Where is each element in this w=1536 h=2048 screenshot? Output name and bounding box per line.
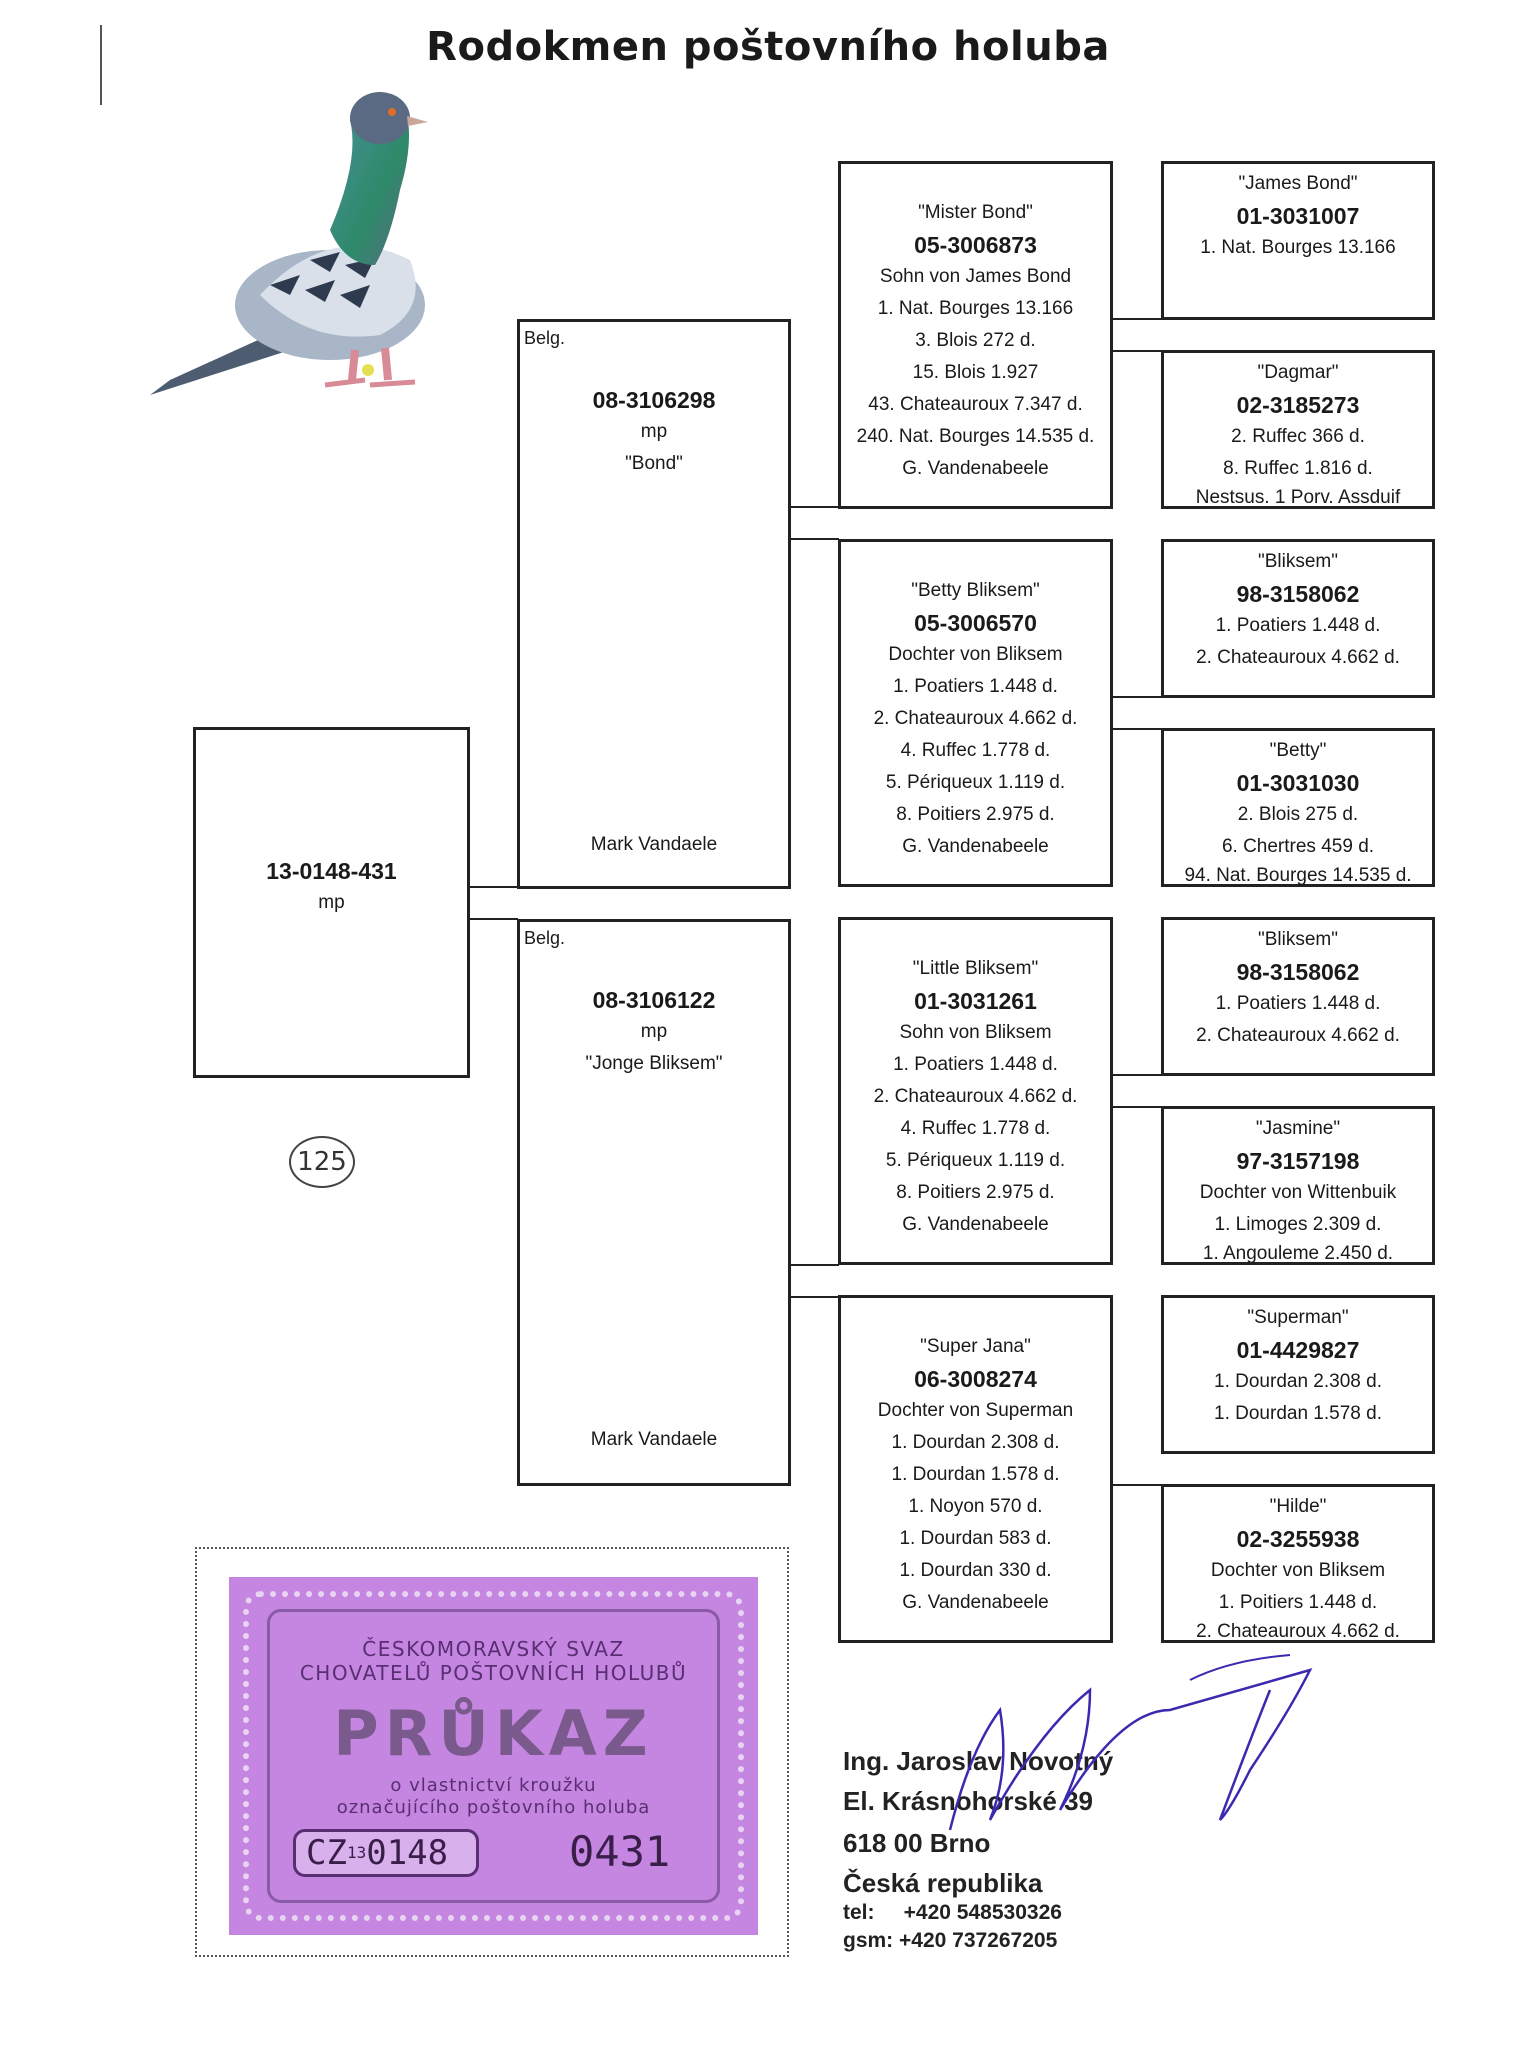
pigeon-detail: 94. Nat. Bourges 14.535 d. (1184, 865, 1412, 886)
pigeon-detail: G. Vandenabeele (902, 1214, 1049, 1235)
pigeon-detail: 2. Chateauroux 4.662 d. (1196, 1025, 1400, 1046)
owner-country: Česká republika (843, 1868, 1043, 1898)
pigeon-ring: 06-3008274 (914, 1366, 1037, 1392)
father-breeder: Mark Vandaele (590, 834, 718, 855)
pigeon-name: "Little Bliksem" (912, 958, 1039, 979)
pigeon-ring: 01-4429827 (1236, 1337, 1360, 1363)
card-country: CZ (306, 1833, 347, 1873)
card-org-line1: ČESKOMORAVSKÝ SVAZ (362, 1637, 625, 1661)
connector-line (791, 506, 839, 508)
pigeon-detail: 1. Poatiers 1.448 d. (1215, 993, 1381, 1014)
pigeon-ring: 97-3157198 (1236, 1148, 1360, 1174)
pigeon-name: "Superman" (1247, 1307, 1349, 1328)
great-grandparent-box (1161, 1295, 1435, 1454)
pigeon-detail: 1. Dourdan 1.578 d. (891, 1464, 1060, 1485)
mother-sex: mp (640, 1021, 668, 1042)
mother-name: "Jonge Bliksem" (585, 1053, 723, 1074)
connector-line (470, 918, 518, 920)
pigeon-detail: Dochter von Bliksem (888, 644, 1063, 665)
father-ring: 08-3106298 (592, 387, 716, 413)
owner-city: 618 00 Brno (843, 1828, 991, 1858)
pigeon-detail: 1. Dourdan 2.308 d. (891, 1432, 1060, 1453)
pigeon-detail: Nestsus. 1 Porv. Assduif (1195, 487, 1401, 508)
pigeon-detail: 1. Dourdan 1.578 d. (1214, 1403, 1382, 1424)
connector-line (1113, 696, 1162, 698)
pigeon-name: "Betty" (1269, 740, 1327, 761)
pigeon-detail: Dochter von Superman (877, 1400, 1074, 1421)
card-sub-line2: označujícího poštovního holuba (336, 1797, 651, 1818)
pigeon-detail: 8. Ruffec 1.816 d. (1223, 458, 1373, 479)
pigeon-detail: G. Vandenabeele (902, 1592, 1049, 1613)
pigeon-detail: Dochter von Wittenbuik (1199, 1182, 1397, 1203)
subject-box (193, 727, 470, 1078)
mother-country: Belg. (524, 928, 566, 948)
card-ring-part1: 0148 (366, 1833, 449, 1873)
mother-box (517, 919, 791, 1486)
pigeon-detail: 240. Nat. Bourges 14.535 d. (856, 426, 1095, 447)
great-grandparent-box (1161, 1106, 1435, 1265)
pigeon-detail: 1. Poatiers 1.448 d. (1215, 615, 1381, 636)
owner-tel: tel: +420 548530326 (843, 1901, 1062, 1924)
grandparent-box (838, 917, 1113, 1265)
pigeon-name: "Hilde" (1269, 1496, 1327, 1517)
pigeon-detail: 1. Poitiers 1.448 d. (1218, 1592, 1378, 1613)
punch-mark (100, 25, 102, 105)
card-ring-part2: 0431 (569, 1827, 671, 1876)
pigeon-ring: 01-3031007 (1236, 203, 1360, 229)
father-country: Belg. (524, 328, 566, 348)
pigeon-detail: 5. Périqueux 1.119 d. (885, 1150, 1066, 1171)
pigeon-detail: 1. Noyon 570 d. (908, 1496, 1043, 1517)
card-heading: PRŮKAZ (333, 1697, 654, 1770)
pigeon-detail: Dochter von Bliksem (1210, 1560, 1386, 1581)
father-box (517, 319, 791, 889)
pigeon-ring: 98-3158062 (1236, 581, 1360, 607)
pigeon-detail: Sohn von James Bond (879, 266, 1072, 287)
pigeon-detail: 2. Chateauroux 4.662 d. (873, 708, 1078, 729)
great-grandparent-box (1161, 539, 1435, 698)
owner-name: Ing. Jaroslav Novotný (843, 1746, 1114, 1776)
pigeon-image (130, 80, 490, 420)
pigeon-detail: 15. Blois 1.927 (912, 362, 1039, 383)
great-grandparent-box (1161, 917, 1435, 1076)
owner-gsm: gsm: +420 737267205 (843, 1929, 1058, 1952)
owner-street: El. Krásnohorské 39 (843, 1786, 1093, 1816)
connector-line (1113, 1484, 1162, 1486)
pigeon-name: "James Bond" (1238, 173, 1358, 194)
pigeon-name: "Mister Bond" (918, 202, 1033, 223)
handwritten-number: 125 (289, 1136, 355, 1188)
pigeon-detail: 4. Ruffec 1.778 d. (900, 740, 1051, 761)
pigeon-ring: 05-3006873 (914, 232, 1037, 258)
pigeon-ring: 02-3255938 (1236, 1526, 1360, 1552)
pigeon-detail: 3. Blois 272 d. (915, 330, 1036, 351)
pigeon-detail: 1. Poatiers 1.448 d. (893, 1054, 1058, 1075)
connector-line (791, 1264, 839, 1266)
grandparent-box (838, 539, 1113, 887)
great-grandparent-box (1161, 728, 1435, 887)
pigeon-ring: 01-3031030 (1236, 770, 1360, 796)
pigeon-name: "Bliksem" (1258, 551, 1338, 572)
pigeon-detail: 2. Blois 275 d. (1237, 804, 1359, 825)
pigeon-detail: 2. Chateauroux 4.662 d. (1196, 647, 1400, 668)
pigeon-detail: 1. Dourdan 583 d. (899, 1528, 1052, 1549)
ring-ownership-card (229, 1577, 758, 1935)
pigeon-detail: 6. Chertres 459 d. (1221, 836, 1375, 857)
signature (890, 1650, 1350, 1840)
pigeon-detail: 1. Poatiers 1.448 d. (893, 676, 1058, 697)
connector-line (470, 886, 518, 888)
card-year: 13 (346, 1843, 367, 1862)
connector-line (1113, 1106, 1162, 1108)
pigeon-detail: 1. Dourdan 330 d. (899, 1560, 1052, 1581)
pigeon-detail: 1. Dourdan 2.308 d. (1214, 1371, 1382, 1392)
pigeon-detail: Sohn von Bliksem (899, 1022, 1052, 1043)
connector-line (791, 538, 839, 540)
pigeon-detail: 8. Poitiers 2.975 d. (896, 1182, 1055, 1203)
pigeon-name: "Super Jana" (920, 1336, 1031, 1357)
pigeon-ring: 05-3006570 (914, 610, 1037, 636)
card-ring-country-box (293, 1829, 479, 1877)
pigeon-detail: 1. Nat. Bourges 13.166 (877, 298, 1074, 319)
connector-line (791, 1296, 839, 1298)
pigeon-detail: G. Vandenabeele (902, 836, 1049, 857)
connector-line (1113, 318, 1162, 320)
grandparent-box (838, 161, 1113, 509)
subject-sex: mp (318, 892, 345, 913)
pigeon-detail: 43. Chateauroux 7.347 d. (868, 394, 1083, 415)
pigeon-ring: 02-3185273 (1236, 392, 1360, 418)
father-name: "Bond" (625, 453, 683, 474)
great-grandparent-box (1161, 350, 1435, 509)
pigeon-detail: 2. Ruffec 366 d. (1231, 426, 1365, 447)
pigeon-detail: G. Vandenabeele (902, 458, 1049, 479)
pigeon-detail: 1. Nat. Bourges 13.166 (1200, 237, 1396, 258)
pigeon-detail: 2. Chateauroux 4.662 d. (873, 1086, 1078, 1107)
pigeon-detail: 8. Poitiers 2.975 d. (896, 804, 1055, 825)
mother-ring: 08-3106122 (592, 987, 716, 1013)
pigeon-detail: 1. Angouleme 2.450 d. (1202, 1243, 1394, 1264)
pigeon-ring: 01-3031261 (914, 988, 1037, 1014)
connector-line (1113, 728, 1162, 730)
father-sex: mp (640, 421, 668, 442)
pigeon-name: "Dagmar" (1257, 362, 1339, 383)
pigeon-detail: 2. Chateauroux 4.662 d. (1196, 1621, 1400, 1642)
connector-line (1113, 1074, 1162, 1076)
connector-line (1113, 350, 1162, 352)
mother-breeder: Mark Vandaele (590, 1429, 718, 1450)
great-grandparent-box (1161, 1484, 1435, 1643)
pigeon-name: "Jasmine" (1255, 1118, 1341, 1139)
pigeon-detail: 4. Ruffec 1.778 d. (900, 1118, 1051, 1139)
pigeon-name: "Bliksem" (1258, 929, 1338, 950)
pigeon-detail: 5. Périqueux 1.119 d. (885, 772, 1066, 793)
pigeon-name: "Betty Bliksem" (911, 580, 1040, 601)
page-title: Rodokmen poštovního holuba (426, 24, 1110, 70)
pigeon-ring: 98-3158062 (1236, 959, 1360, 985)
subject-ring: 13-0148-431 (266, 858, 397, 884)
great-grandparent-box (1161, 161, 1435, 320)
pigeon-detail: 1. Limoges 2.309 d. (1214, 1214, 1382, 1235)
grandparent-box (838, 1295, 1113, 1643)
card-sub-line1: o vlastnictví kroužku (390, 1775, 597, 1796)
card-org-line2: CHOVATELŮ POŠTOVNÍCH HOLUBŮ (299, 1661, 688, 1685)
